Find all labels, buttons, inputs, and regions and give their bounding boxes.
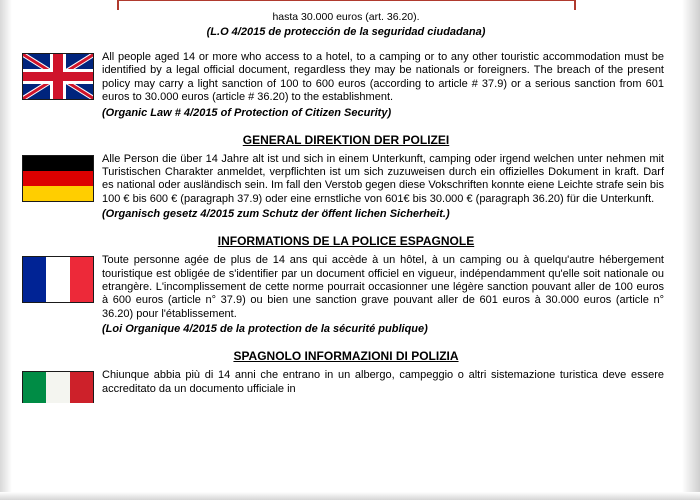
uk-flag-icon (22, 53, 94, 100)
page-right-shadow (682, 0, 700, 500)
paragraph-italian: Chiunque abbia più di 14 anni che entrano in un albergo, campeggio o altri sistemazione turistica deve essere accreditato da un documento ufficiale in (102, 369, 664, 395)
section-italian (14, 369, 678, 403)
paragraph-german: Alle Person die über 14 Jahre alt ist und sich in einem Unterkunft, camping oder irgend welchen unter nehmen mit Turistischen Charakter anmeldet, verpflichten ist um sich zuzuweisen durch ein offizielles Dokument in kraft. Darf es national oder ausländisch sein. Im fall den Verstob gegen diese Vokschriften konnte eiene Leichte strafe sein bis 100 € bis 600 € (paragraph 37.9) oder eine ernstliche von 601€ bis 30.000 € (paragraph 36.20) für die Unterkunft. (102, 152, 664, 205)
red-rule-top (117, 0, 576, 1)
flag-cell-english (14, 51, 102, 100)
flag-cell-italian (14, 369, 102, 403)
italy-flag-icon (22, 371, 94, 403)
legal-reference-german: (Organisch gesetz 4/2015 zum Schutz der öffent lichen Sicherheit.) (102, 208, 450, 221)
text-cell-french (102, 254, 678, 335)
flag-cell-german (14, 153, 102, 202)
red-rule-right (574, 0, 576, 10)
top-fragment (14, 0, 678, 39)
section-french (14, 254, 678, 335)
germany-flag-icon (22, 155, 94, 202)
red-rule-left (117, 0, 119, 10)
page-left-shadow (0, 0, 12, 500)
france-flag-icon (22, 256, 94, 303)
section-english (14, 51, 678, 119)
text-cell-italian (102, 369, 678, 396)
page-bottom-shadow (0, 492, 700, 500)
document-content (14, 0, 678, 403)
flag-cell-french (14, 254, 102, 303)
legal-reference-french: (Loi Organique 4/2015 de la protection de la sécurité publique) (102, 323, 428, 336)
text-cell-german (102, 153, 678, 221)
heading-italian: SPAGNOLO INFORMAZIONI DI POLIZIA (233, 349, 459, 364)
paragraph-english: All people aged 14 or more who access to a hotel, to a camping or to any other touristic accommodation must be identified by a legal official document, regardless they may be nationals or foreigners. The breach of the present policy may carry a light sanction of 100 to 600 euros (according to article # 37.9) or a serious sanction from 601 euros to 30.000 euros (article # 36.20) to the establishment. (102, 51, 664, 104)
text-cell-english (102, 51, 678, 119)
legal-reference-english: (Organic Law # 4/2015 of Protection of Citizen Security) (102, 106, 392, 119)
heading-french: INFORMATIONS DE LA POLICE ESPAGNOLE (217, 234, 475, 249)
top-fragment-law: (L.O 4/2015 de protección de la seguridad ciudadana) (206, 26, 486, 38)
top-fragment-amount: hasta 30.000 euros (art. 36.20). (272, 11, 420, 23)
heading-german: GENERAL DIREKTION DER POLIZEI (242, 132, 450, 147)
paragraph-french: Toute personne agée de plus de 14 ans qui accède à un hôtel, à un camping ou à quelqu'autre hébergement touristique est obligée de s'identifier par un document officiel en vigueur, indépendamment qu'elle soit nationale ou etrangère. L'incomplissement de cette norme pourrait occasionner une légère sanction pouvant aller de 100 euros à 600 euros (article n° 37.9) ou bien une sanction grave pouvant aller de 601 euros à 30.000 euros (article n° 36.20) pour l'établissement. (102, 254, 664, 320)
section-german (14, 153, 678, 221)
